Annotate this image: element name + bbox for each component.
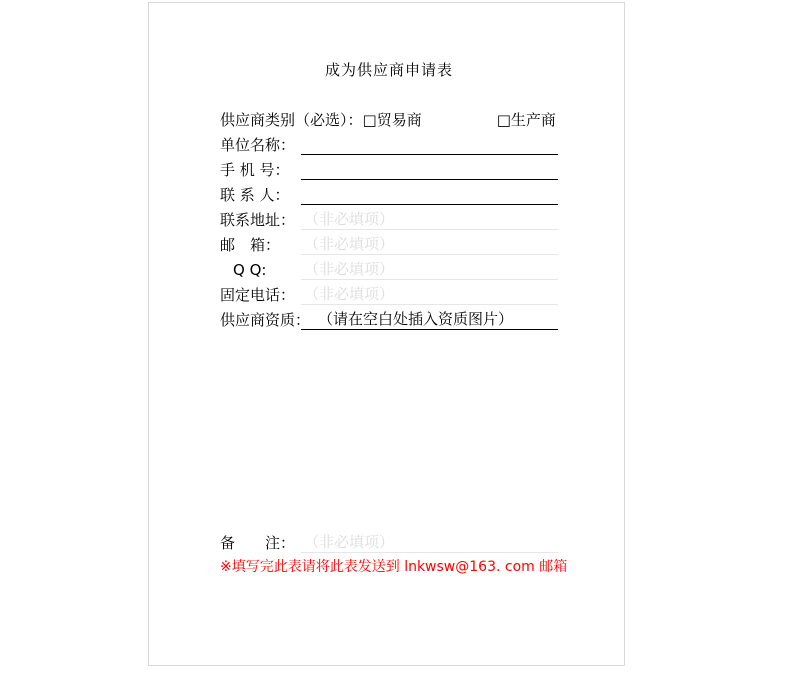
producer-label: 生产商 xyxy=(510,111,556,129)
remark-label: 备 注： xyxy=(220,534,296,552)
mobile-number-field[interactable] xyxy=(301,158,558,180)
qq-field[interactable] xyxy=(301,258,558,280)
landline-row xyxy=(220,283,558,308)
option-trader[interactable] xyxy=(363,111,422,129)
email-row xyxy=(220,233,558,258)
supplier-category-line xyxy=(220,108,557,133)
remark-row xyxy=(220,531,558,556)
qq-row xyxy=(220,258,558,283)
supplier-category-label: 供应商类别（必选）： xyxy=(220,111,363,129)
submission-note-suffix: 邮箱 xyxy=(534,559,568,575)
form-title: 成为供应商申请表 xyxy=(324,61,453,79)
qualification-insert-area[interactable] xyxy=(220,333,558,531)
contact-person-field[interactable] xyxy=(301,183,558,205)
qq-label: Q Q: xyxy=(233,261,267,279)
qq-placeholder: （非必填项） xyxy=(304,260,395,278)
qualification-row xyxy=(220,308,558,333)
remark-field[interactable] xyxy=(301,531,558,553)
contact-address-field[interactable] xyxy=(301,208,558,230)
qualification-field[interactable] xyxy=(301,308,558,330)
email-placeholder: （非必填项） xyxy=(304,235,395,253)
submission-note-prefix: ※填写完此表请将此表发送到 xyxy=(220,559,405,575)
producer-checkbox[interactable]: □ xyxy=(496,111,511,129)
contact-person-row xyxy=(220,183,558,208)
form-content xyxy=(149,58,624,578)
trader-label: 贸易商 xyxy=(376,111,422,129)
remark-placeholder: （非必填项） xyxy=(304,533,395,551)
submission-note xyxy=(220,556,568,578)
contact-address-placeholder: （非必填项） xyxy=(304,210,395,228)
qualification-hint: （请在空白处插入资质图片） xyxy=(318,310,514,328)
contact-address-row xyxy=(220,208,558,233)
trader-checkbox[interactable]: □ xyxy=(362,111,377,129)
landline-label: 固定电话： xyxy=(220,286,296,304)
qualification-label: 供应商资质： xyxy=(220,311,311,329)
mobile-number-row xyxy=(220,158,558,183)
option-producer[interactable] xyxy=(497,111,556,129)
company-name-row xyxy=(220,133,558,158)
company-name-label: 单位名称： xyxy=(220,136,296,154)
landline-placeholder: （非必填项） xyxy=(304,285,395,303)
form-page xyxy=(148,2,625,666)
email-label: 邮 箱： xyxy=(220,236,281,254)
submission-email: lnkwsw@163. com xyxy=(404,559,535,575)
contact-person-label: 联 系 人： xyxy=(220,186,290,204)
mobile-number-label: 手 机 号： xyxy=(220,161,290,179)
landline-field[interactable] xyxy=(301,283,558,305)
contact-address-label: 联系地址： xyxy=(220,211,296,229)
email-field[interactable] xyxy=(301,233,558,255)
company-name-field[interactable] xyxy=(301,133,558,155)
